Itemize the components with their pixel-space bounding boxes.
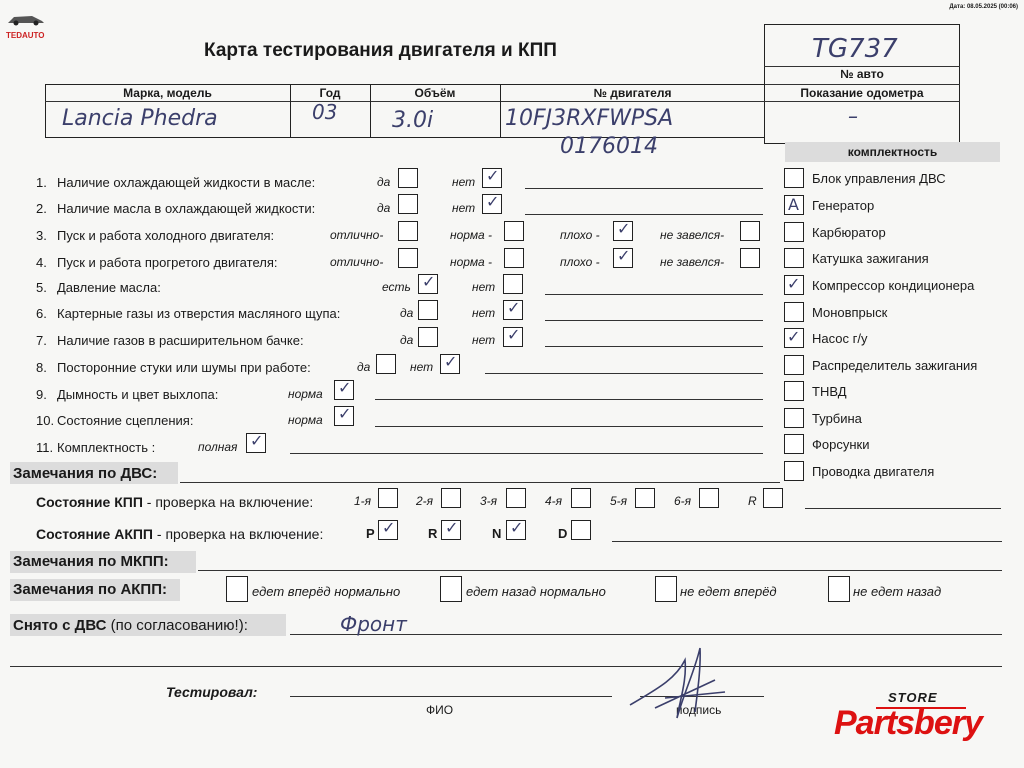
year-value: 03: [312, 100, 338, 124]
q10-text: Состояние сцепления:: [57, 413, 194, 428]
store-text: STORE: [888, 690, 938, 705]
tedauto-text: TEDAUTO: [6, 31, 45, 40]
q1-text: Наличие охлаждающей жидкости в масле:: [57, 175, 316, 190]
col-volume: Объём: [414, 86, 456, 100]
removed-value: Фронт: [340, 612, 407, 636]
col-engine-no: № двигателя: [593, 86, 672, 100]
signature-label: подпись: [676, 703, 722, 717]
q11-text: Комплектность :: [57, 440, 156, 455]
q5-text: Давление масла:: [57, 280, 161, 295]
akpp-no-forward-box[interactable]: [655, 576, 677, 602]
tedauto-logo: [6, 12, 46, 40]
akpp-back-ok-box[interactable]: [440, 576, 462, 602]
q2-text: Наличие масла в охлаждающей жидкости:: [57, 201, 316, 216]
col-brand: Марка, модель: [123, 86, 212, 100]
brand-value: Lancia Phedra: [62, 106, 218, 131]
q5-no-box[interactable]: [503, 274, 523, 294]
akpp-check-label: Состояние АКПП - проверка на включение:: [36, 526, 324, 542]
q7-yes-box[interactable]: [418, 327, 438, 347]
gear-6-box[interactable]: [699, 488, 719, 508]
q9-text: Дымность и цвет выхлопа:: [57, 387, 219, 402]
partsbery-logo: [832, 690, 1012, 750]
gear-r-box[interactable]: [763, 488, 783, 508]
kpp-check-label: Состояние КПП - проверка на включение:: [36, 494, 314, 510]
col-year: Год: [319, 86, 341, 100]
comp-checkbox[interactable]: [784, 302, 804, 322]
akpp-forward-ok-box[interactable]: [226, 576, 248, 602]
gear-1-box[interactable]: [378, 488, 398, 508]
odometer-label: Показание одометра: [800, 86, 924, 100]
q6-text: Картерные газы из отверстия масляного щупа:: [57, 306, 341, 321]
gear-5-box[interactable]: [635, 488, 655, 508]
akpp-no-back-box[interactable]: [828, 576, 850, 602]
q3-normal-box[interactable]: [504, 221, 524, 241]
q4-text: Пуск и работа прогретого двигателя:: [57, 255, 278, 270]
fio-label: ФИО: [426, 703, 454, 717]
volume-value: 3.0i: [392, 108, 434, 133]
gear-3-box[interactable]: [506, 488, 526, 508]
completeness-title: комплектность: [847, 145, 938, 159]
partsbery-text: Partsbery: [834, 704, 982, 742]
comp-checkbox[interactable]: [784, 381, 804, 401]
comp-checkbox[interactable]: [784, 408, 804, 428]
mode-d-box[interactable]: [571, 520, 591, 540]
page-title: Карта тестирования двигателя и КПП: [204, 40, 557, 61]
q8-text: Посторонние стуки или шумы при работе:: [57, 360, 311, 375]
gear-4-box[interactable]: [571, 488, 591, 508]
auto-no-label: № авто: [840, 67, 884, 81]
q1-yes-box[interactable]: [398, 168, 418, 188]
q8-yes-box[interactable]: [376, 354, 396, 374]
date-stamp: Дата: 08.05.2025 (00:06): [949, 4, 1018, 10]
comp-checkbox[interactable]: [784, 248, 804, 268]
q4-nostart-box[interactable]: [740, 248, 760, 268]
q1-check-mark: ✓: [486, 166, 500, 185]
remarks-akpp-label: Замечания по АКПП:: [13, 581, 167, 598]
q6-yes-box[interactable]: [418, 300, 438, 320]
car-icon: [6, 12, 46, 26]
tested-by-label: Тестировал:: [166, 684, 258, 700]
q3-text: Пуск и работа холодного двигателя:: [57, 228, 275, 243]
auto-no-value: TG737: [812, 34, 898, 64]
comp-checkbox[interactable]: [784, 434, 804, 454]
comp-checkbox[interactable]: [784, 355, 804, 375]
q2-yes-box[interactable]: [398, 194, 418, 214]
engine-no-value-2: 0176014: [560, 134, 658, 159]
q1-num: 1.: [36, 175, 47, 190]
remarks-mkpp-label: Замечания по МКПП:: [13, 553, 169, 570]
comp-checkbox[interactable]: [784, 222, 804, 242]
removed-label: Снято с ДВС (по согласованию!):: [13, 617, 248, 634]
comp-checkbox[interactable]: [784, 168, 804, 188]
q3-nostart-box[interactable]: [740, 221, 760, 241]
signature-mark: [625, 640, 735, 720]
q3-excellent-box[interactable]: [398, 221, 418, 241]
comp-checkbox[interactable]: [784, 461, 804, 481]
remarks-dvs-label: Замечания по ДВС:: [13, 465, 158, 482]
odometer-value: –: [848, 104, 858, 128]
q7-text: Наличие газов в расширительном бачке:: [57, 333, 304, 348]
engine-no-value: 10FJ3RXFWPSA: [505, 106, 674, 131]
q4-normal-box[interactable]: [504, 248, 524, 268]
q4-excellent-box[interactable]: [398, 248, 418, 268]
gear-2-box[interactable]: [441, 488, 461, 508]
